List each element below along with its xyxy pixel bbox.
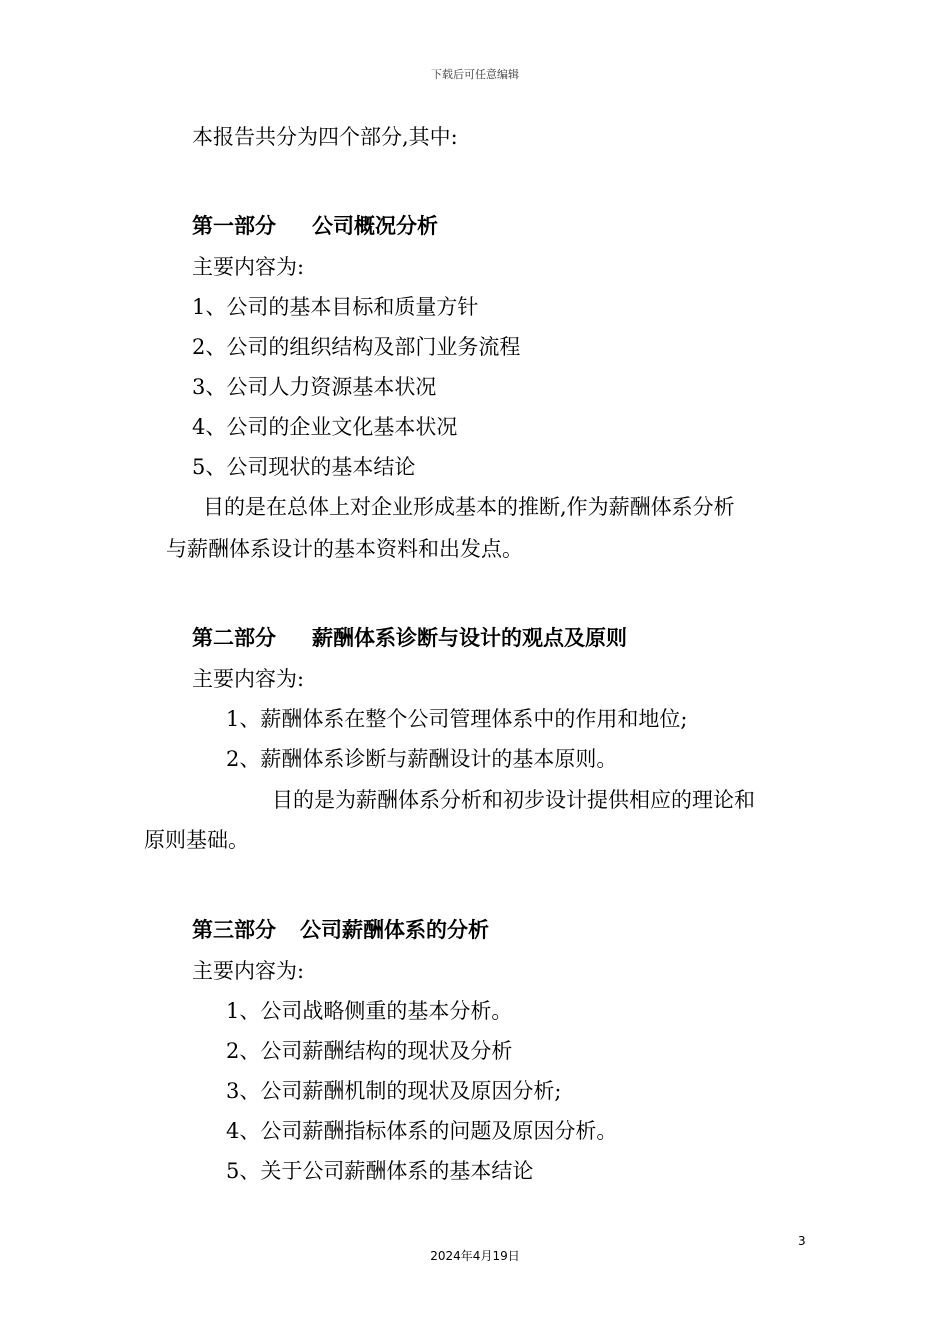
part2-heading bbox=[192, 624, 627, 652]
part2-item-2: 2、薪酬体系诊断与薪酬设计的基本原则。 bbox=[226, 747, 618, 771]
part1-purpose-line2: 与薪酬体系设计的基本资料和出发点。 bbox=[166, 537, 523, 561]
part2-purpose-line1: 目的是为薪酬体系分析和初步设计提供相应的理论和 bbox=[272, 788, 755, 812]
part2-title: 第二部分 bbox=[192, 626, 276, 650]
part1-subtitle: 公司概况分析 bbox=[312, 214, 438, 238]
part1-heading bbox=[192, 212, 438, 240]
part1-purpose-line1: 目的是在总体上对企业形成基本的推断,作为薪酬体系分析 bbox=[203, 495, 735, 519]
part3-title: 第三部分 bbox=[192, 918, 276, 942]
footer-date: 2024年4月19日 bbox=[430, 1249, 520, 1263]
part3-item-4: 4、公司薪酬指标体系的问题及原因分析。 bbox=[226, 1119, 618, 1143]
part3-item-3: 3、公司薪酬机制的现状及原因分析; bbox=[226, 1079, 562, 1103]
part3-item-2: 2、公司薪酬结构的现状及分析 bbox=[226, 1039, 513, 1063]
part3-lead: 主要内容为: bbox=[192, 959, 305, 983]
part1-item-2: 2、公司的组织结构及部门业务流程 bbox=[192, 335, 521, 359]
part1-item-3: 3、公司人力资源基本状况 bbox=[192, 375, 437, 399]
part3-item-5: 5、关于公司薪酬体系的基本结论 bbox=[226, 1159, 534, 1183]
part1-item-5: 5、公司现状的基本结论 bbox=[192, 455, 416, 479]
part2-lead: 主要内容为: bbox=[192, 667, 305, 691]
part1-item-1: 1、公司的基本目标和质量方针 bbox=[192, 295, 479, 319]
part2-item-1: 1、薪酬体系在整个公司管理体系中的作用和地位; bbox=[226, 707, 688, 731]
part3-subtitle: 公司薪酬体系的分析 bbox=[300, 918, 489, 942]
page-number: 3 bbox=[798, 1234, 806, 1248]
part3-item-1: 1、公司战略侧重的基本分析。 bbox=[226, 999, 513, 1023]
part1-lead: 主要内容为: bbox=[192, 255, 305, 279]
part1-item-4: 4、公司的企业文化基本状况 bbox=[192, 415, 458, 439]
part2-subtitle: 薪酬体系诊断与设计的观点及原则 bbox=[312, 626, 627, 650]
part1-title: 第一部分 bbox=[192, 214, 276, 238]
part3-heading bbox=[192, 916, 489, 944]
part2-purpose-line2: 原则基础。 bbox=[144, 828, 249, 852]
page-header: 下载后可任意编辑 bbox=[431, 68, 519, 81]
intro-text: 本报告共分为四个部分,其中: bbox=[192, 125, 458, 149]
